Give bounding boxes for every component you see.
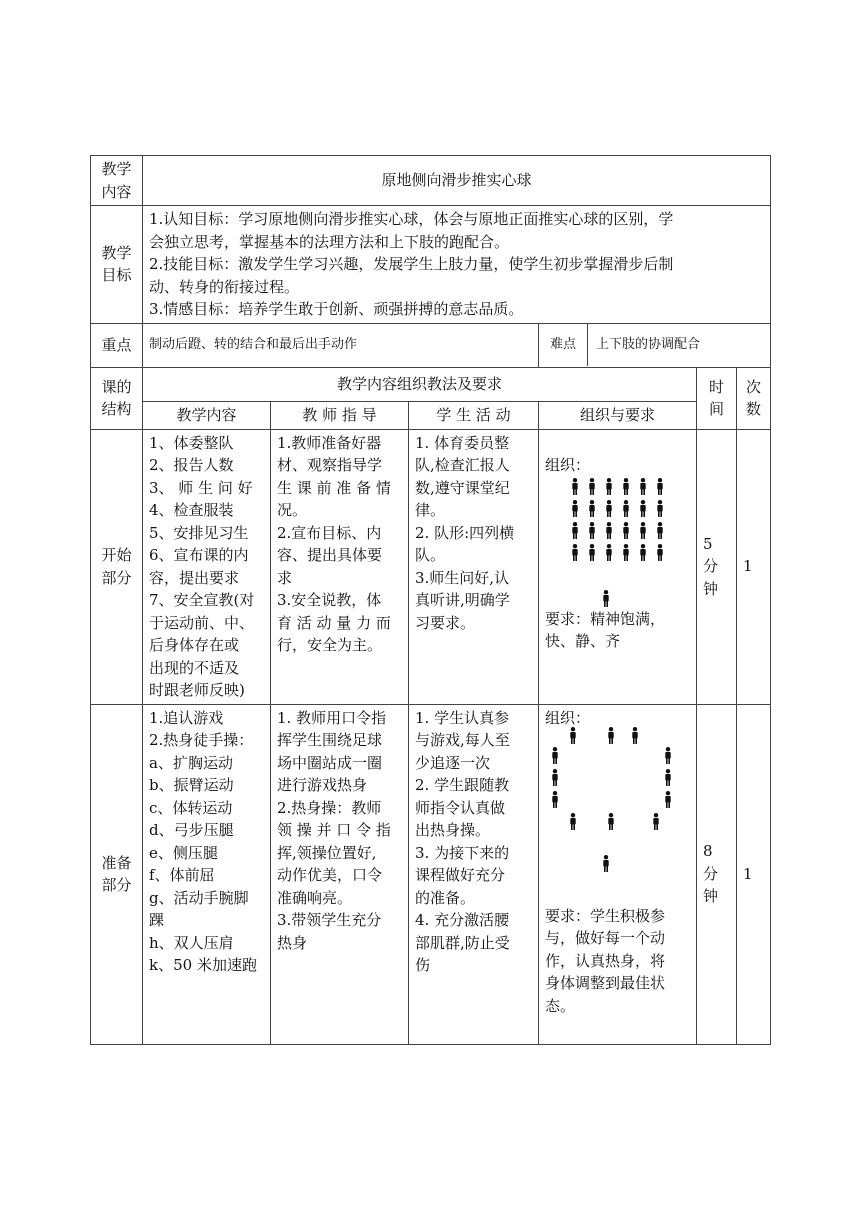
person-icon <box>652 813 660 830</box>
goals-label: 教学 目标 <box>91 206 143 324</box>
person-icon <box>605 500 613 517</box>
goals-text: 1.认知目标：学习原地侧向滑步推实心球，体会与原地正面推实心球的区别，学 会独立思考，掌握基本的法理方法和上下肢的跑配合。 2.技能目标：激发学生学习兴趣，发展学生上肢力量，使学生初步掌握滑步后制 动、转身的衔接过程。 3.情感目标：培养学生敢于创新、顽强拼搏的意志品质。 <box>143 206 771 324</box>
section-prep-row <box>91 704 771 1044</box>
person-icon <box>605 522 613 539</box>
org-label: 组织： <box>545 708 591 727</box>
person-icon <box>656 522 664 539</box>
person-icon <box>639 544 647 561</box>
org-requirement: 要求：学生积极参 与，做好每一个动 作，认真热身，将 身体调整到最佳状 态。 <box>545 906 666 1015</box>
section-start-name: 开始 部分 <box>91 429 143 704</box>
section-prep-count: 1 <box>737 704 771 1044</box>
person-icon <box>656 544 664 561</box>
lesson-plan-table <box>90 155 771 1045</box>
person-icon <box>664 747 672 764</box>
person-icon <box>622 478 630 495</box>
section-prep-name: 准备 部分 <box>91 704 143 1044</box>
key-point-value: 制动后蹬、转的结合和最后出手动作 <box>143 323 539 367</box>
person-icon <box>551 747 559 764</box>
section-prep-teacher: 1. 教师用口令指 挥学生围绕足球 场中圈站成一圈 进行游戏热身 2.热身操：教师 领 操 并 口 令 指 挥,领操位置好, 动作优美，口令 准确响亮。 3.带领学生充分 热身 <box>271 704 409 1044</box>
section-start-teacher: 1.教师准备好器 材、观察指导学 生 课 前 准 备 情 况。 2.宣布目标、内 容、提出具体要 求 3.安全说教，体 育 活 动 量 力 而 行，安全为主。 <box>271 429 409 704</box>
person-icon <box>588 544 596 561</box>
person-icon <box>571 522 579 539</box>
person-icon <box>571 500 579 517</box>
person-icon <box>639 522 647 539</box>
person-icon <box>588 500 596 517</box>
formation-diagram <box>539 705 697 915</box>
section-prep-time: 8 分 钟 <box>697 704 737 1044</box>
person-icon <box>588 478 596 495</box>
person-icon <box>622 522 630 539</box>
section-start-count: 1 <box>737 429 771 704</box>
org-label: 组织： <box>545 455 591 474</box>
col-teacher-header: 教 师 指 导 <box>271 401 409 429</box>
section-start-student: 1. 体育委员整 队,检查汇报人 数,遵守课堂纪 律。 2. 队形:四列横 队。 3.师生问好,认 真听讲,明确学 习要求。 <box>409 429 539 704</box>
person-icon <box>631 727 639 744</box>
section-start-content: 1、体委整队 2、报告人数 3、 师 生 问 好 4、检查服装 5、安排见习生 6、宣布课的内 容，提出要求 7、安全宣教(对 于运动前、中、 后身体存在或 出现的不适及 时跟老师反映) <box>143 429 271 704</box>
person-icon <box>622 500 630 517</box>
person-icon <box>639 478 647 495</box>
col-student-header: 学 生 活 动 <box>409 401 539 429</box>
person-icon <box>571 478 579 495</box>
person-icon <box>656 500 664 517</box>
section-start-time: 5 分 钟 <box>697 429 737 704</box>
person-icon <box>607 727 615 744</box>
person-icon <box>602 855 610 872</box>
person-icon <box>569 813 577 830</box>
col-org-header: 组织与要求 <box>539 401 697 429</box>
person-icon <box>605 544 613 561</box>
person-icon <box>571 544 579 561</box>
section-prep-organization <box>539 704 697 1044</box>
formation-diagram <box>539 430 697 630</box>
lesson-title: 原地侧向滑步推实心球 <box>143 156 771 206</box>
person-icon <box>569 727 577 744</box>
person-icon <box>664 769 672 786</box>
difficulty-value: 上下肢的协调配合 <box>596 336 701 352</box>
person-icon <box>607 813 615 830</box>
section-start-organization <box>539 429 697 704</box>
person-icon <box>664 791 672 808</box>
time-header: 时 间 <box>697 367 737 429</box>
section-prep-content: 1.追认游戏 2.热身徒手操： a、扩胸运动 b、振臂运动 c、体转运动 d、弓步压腿 e、侧压腿 f、体前屈 g、活动手腕脚 踝 h、双人压肩 k、50 米加速跑 <box>143 704 271 1044</box>
difficulty-label: 难点 <box>539 324 588 366</box>
key-point-label: 重点 <box>91 323 143 367</box>
person-icon <box>656 478 664 495</box>
content-label: 教学 内容 <box>91 156 143 206</box>
person-icon <box>605 478 613 495</box>
person-icon <box>551 791 559 808</box>
section-prep-student: 1. 学生认真参 与游戏,每人至 少追逐一次 2. 学生跟随教 师指令认真做 出热身操。 3. 为接下来的 课程做好充分 的准备。 4. 充分激活腰 部肌群,防止受 伤 <box>409 704 539 1044</box>
person-icon <box>602 590 610 607</box>
col-content-header: 教学内容 <box>143 401 271 429</box>
person-icon <box>551 769 559 786</box>
person-icon <box>639 500 647 517</box>
group-header: 教学内容组织教法及要求 <box>143 367 697 401</box>
person-icon <box>588 522 596 539</box>
difficulty-cell <box>539 323 771 367</box>
person-icon <box>622 544 630 561</box>
count-header: 次 数 <box>737 367 771 429</box>
structure-header: 课的 结构 <box>91 367 143 429</box>
org-requirement: 要求：精神饱满， 快、静、齐 <box>545 609 666 650</box>
section-start-row <box>91 429 771 704</box>
